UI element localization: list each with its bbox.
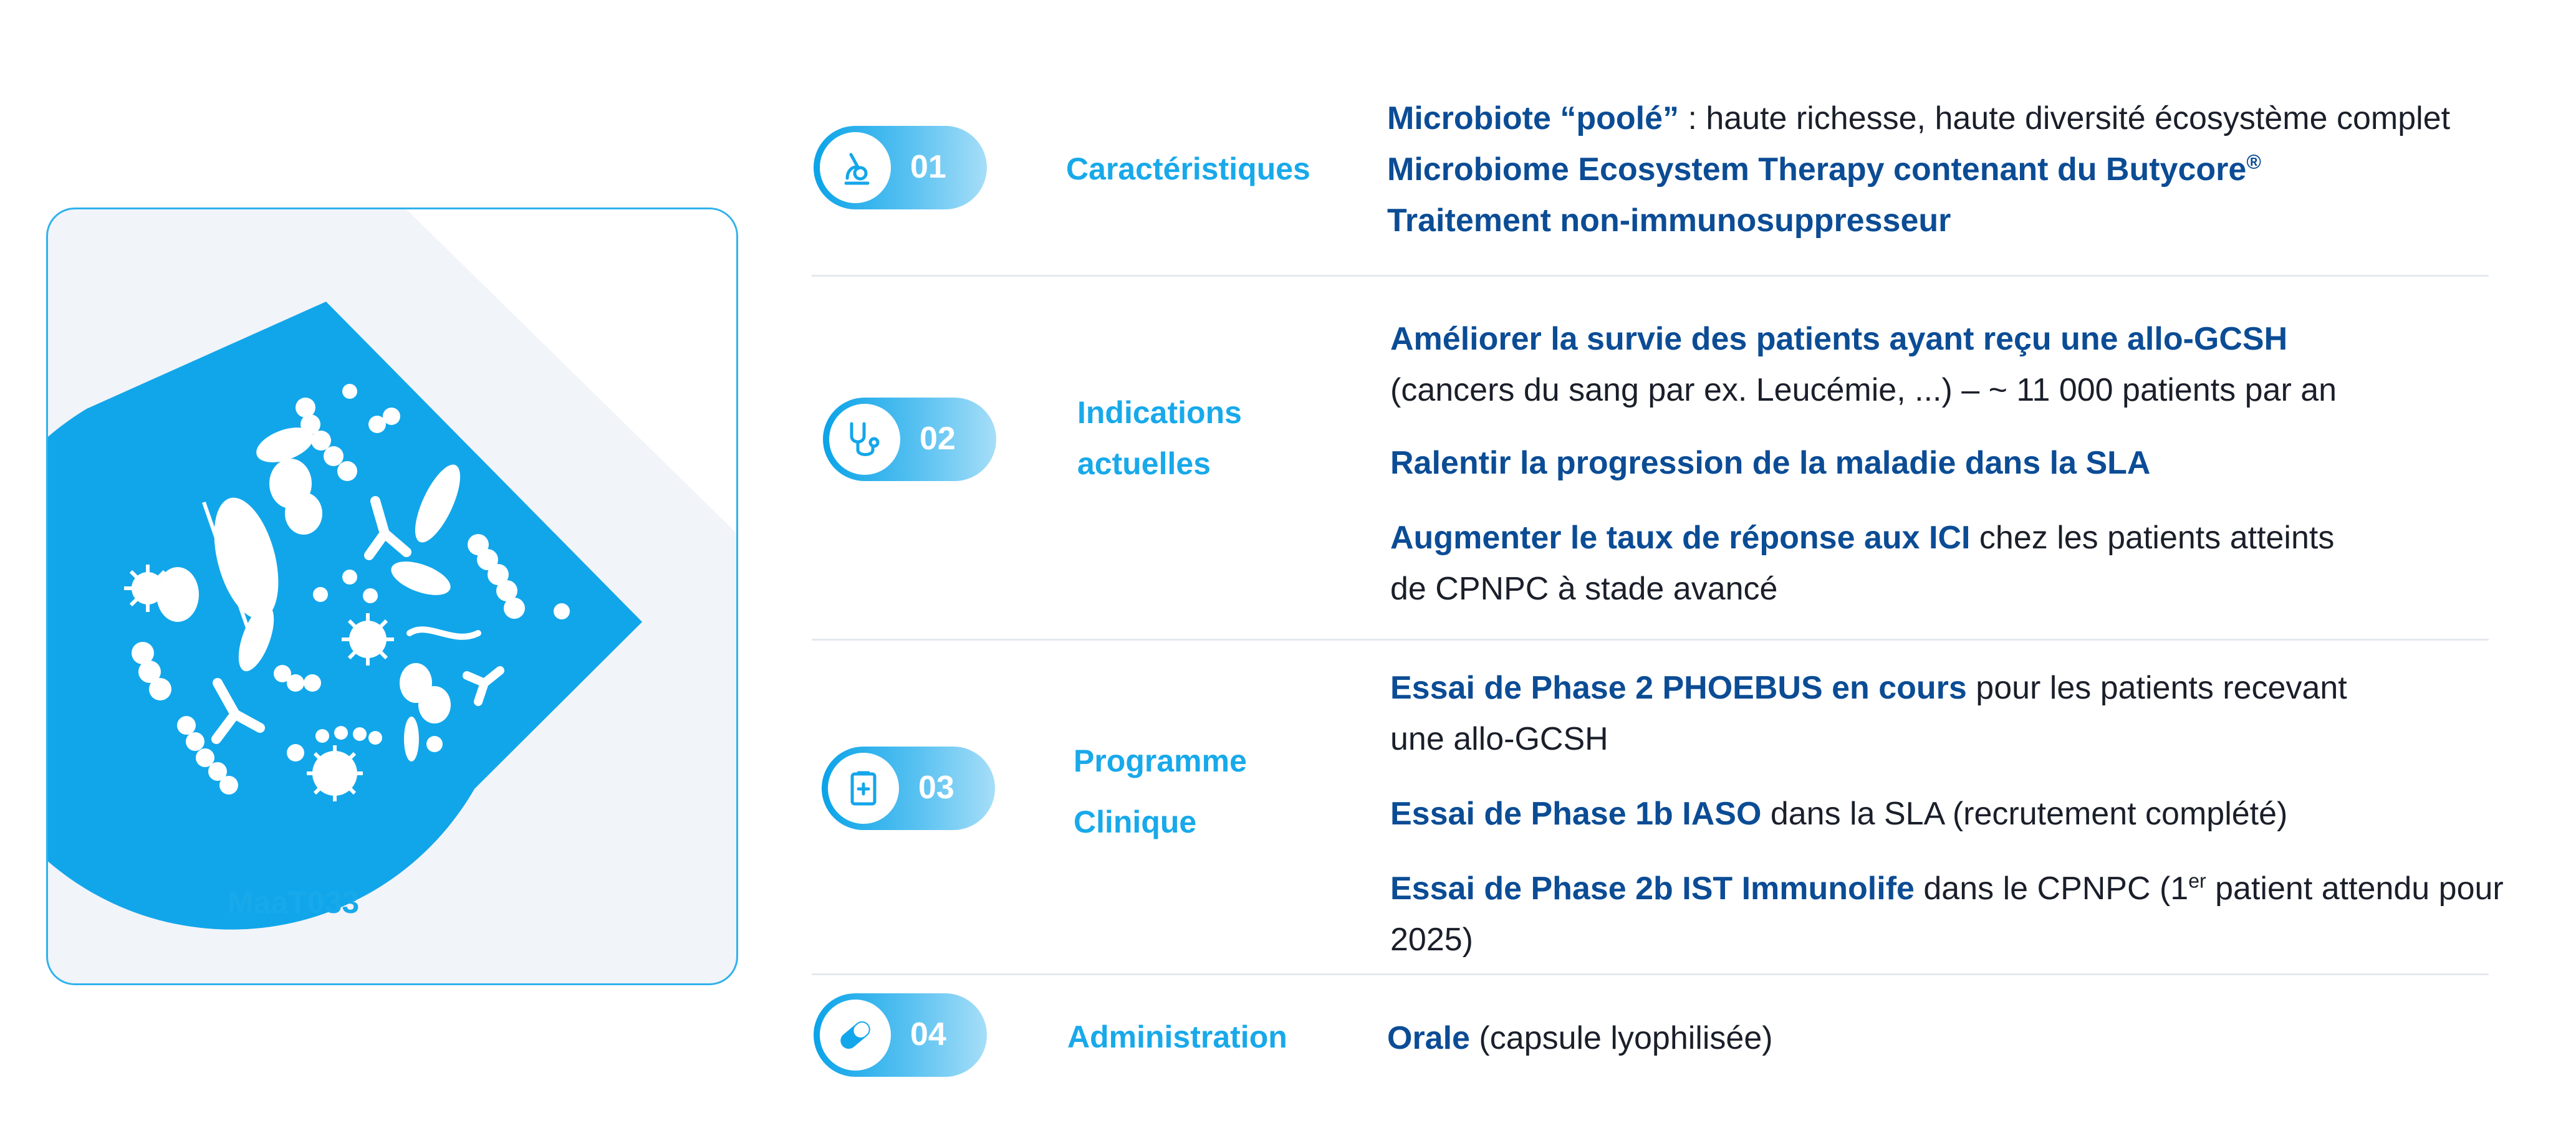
- category-label: Caractéristiques: [1066, 151, 1310, 186]
- product-name: MaaT033: [228, 885, 360, 920]
- indication-line: Améliorer la survie des patients ayant reçu une allo-GCSH: [1390, 321, 2288, 357]
- row-number: 04: [910, 1016, 946, 1053]
- row-number: 02: [920, 421, 956, 457]
- category-label: Indications actuelles: [1077, 395, 1242, 481]
- feature-line: Traitement non-immunosuppresseur: [1387, 203, 1951, 239]
- trial-line: 2025): [1390, 922, 1473, 958]
- capsule-icon: [834, 1013, 877, 1057]
- clipboard-icon: [842, 766, 885, 810]
- category-label: Programme Clinique: [1074, 743, 1247, 839]
- microbiome-drop-illustration: [48, 209, 738, 985]
- feature-line: Microbiote “poolé” : haute richesse, haute diversité écosystème complet: [1387, 100, 2451, 136]
- indication-line: Ralentir la progression de la maladie dans la SLA: [1390, 445, 2151, 481]
- indication-line: (cancers du sang par ex. Leucémie, ...) – ~ 11 000 patients par an: [1390, 372, 2337, 408]
- indication-line: de CPNPC à stade avancé: [1390, 571, 1778, 607]
- row-number-badge: [823, 398, 996, 481]
- row-number: 01: [910, 149, 946, 185]
- stethoscope-icon: [843, 418, 887, 461]
- row-divider: [812, 639, 2489, 641]
- row-divider: [812, 973, 2489, 975]
- microscope-icon: [834, 146, 877, 189]
- category-label: Administration: [1067, 1019, 1287, 1054]
- row-divider: [812, 275, 2489, 277]
- product-card: [46, 208, 738, 985]
- row-number-badge: [814, 126, 987, 209]
- row-number-badge: [822, 747, 995, 830]
- administration-line: Orale (capsule lyophilisée): [1387, 1020, 1773, 1056]
- trial-line: Essai de Phase 1b IASO dans la SLA (recrutement complété): [1390, 796, 2288, 832]
- trial-line: Essai de Phase 2 PHOEBUS en cours pour les patients recevant: [1390, 670, 2347, 706]
- row-number: 03: [918, 770, 954, 806]
- trial-line: Essai de Phase 2b IST Immunolife dans le CPNPC (1er patient attendu pour: [1390, 869, 2504, 907]
- trial-line: une allo-GCSH: [1390, 721, 1608, 757]
- indication-line: Augmenter le taux de réponse aux ICI chez les patients atteints: [1390, 520, 2335, 556]
- row-number-badge: [814, 993, 987, 1077]
- feature-line: Microbiome Ecosystem Therapy contenant du Butycore®: [1387, 150, 2261, 188]
